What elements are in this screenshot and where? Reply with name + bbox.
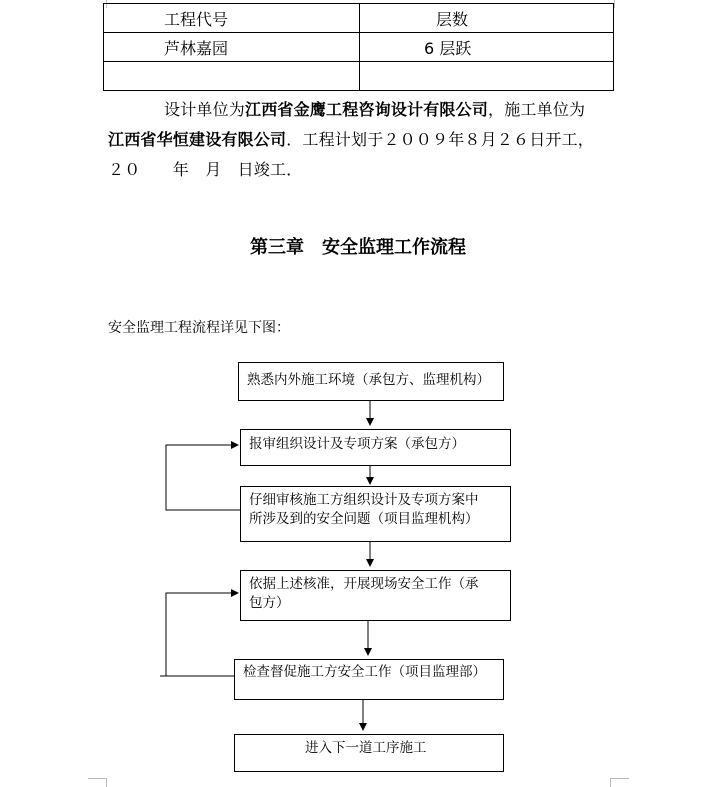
flow-step-2: 报审组织设计及专项方案（承包方） bbox=[240, 429, 511, 466]
flow-step-1: 熟悉内外施工环境（承包方、监理机构） bbox=[238, 362, 504, 401]
paragraph-line: ２０ 年 月 日竣工． bbox=[108, 160, 303, 179]
feedback-loop-arrow bbox=[166, 445, 240, 510]
flow-step-3: 仔细审核施工方组织设计及专项方案中 所涉及到的安全问题（项目监理机构） bbox=[240, 486, 511, 542]
design-unit: 江西省金鹰工程咨询设计有限公司 bbox=[245, 100, 489, 119]
table-cell: 6 层跃 bbox=[360, 33, 614, 62]
flow-intro: 安全监理工程流程详见下图： bbox=[108, 320, 290, 336]
paragraph-line: 江西省华恒建设有限公司．工程计划于２００９年８月２６日开工， bbox=[108, 130, 595, 149]
table-cell: 工程代号 bbox=[104, 4, 360, 33]
construction-unit: 江西省华恒建设有限公司 bbox=[108, 130, 287, 149]
chapter-title: 第三章 安全监理工作流程 bbox=[250, 237, 466, 258]
flow-step-6: 进入下一道工序施工 bbox=[234, 734, 504, 772]
paragraph-line: 设计单位为江西省金鹰工程咨询设计有限公司，施工单位为 bbox=[164, 100, 586, 119]
table-cell: 层数 bbox=[360, 4, 614, 33]
flow-step-5: 检查督促施工方安全工作（项目监理部） bbox=[234, 659, 504, 700]
flow-step-4: 依据上述核准，开展现场安全工作（承 包方） bbox=[240, 570, 511, 621]
table-cell: 芦林嘉园 bbox=[104, 33, 360, 62]
feedback-loop-arrow bbox=[166, 593, 238, 676]
